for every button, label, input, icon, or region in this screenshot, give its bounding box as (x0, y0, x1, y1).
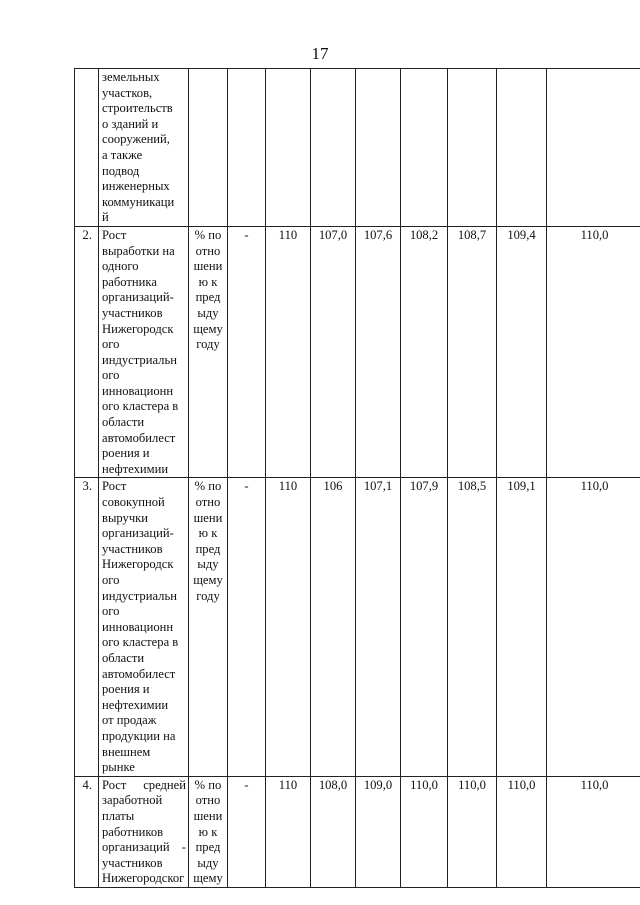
indicator-name: Рост выработки на одного работника организаций- участников Нижегородск ого индустриальн ого инновационн ого кластера в области автомобилест роения и нефтехимии (99, 226, 189, 478)
value-cell: 110,0 (547, 226, 640, 478)
value-cell (266, 69, 311, 227)
value-cell: 110,0 (547, 776, 640, 887)
value-cell: 108,5 (448, 478, 497, 776)
value-cell (311, 69, 356, 227)
base-value-cell: - (228, 478, 266, 776)
value-cell: 109,0 (356, 776, 401, 887)
row-number: 4. (75, 776, 99, 887)
indicator-name: Рост совокупной выручки организаций- участников Нижегородск ого индустриальн ого инновационн ого кластера в области автомобилест роения и нефтехимии от продаж продукции на внешнем рынке (99, 478, 189, 776)
value-cell: 106 (311, 478, 356, 776)
unit-cell (189, 69, 228, 227)
value-cell: 109,4 (497, 226, 547, 478)
value-cell: 107,1 (356, 478, 401, 776)
base-value-cell (228, 69, 266, 227)
value-cell: 110,0 (497, 776, 547, 887)
row-number: 2. (75, 226, 99, 478)
value-cell: 110 (266, 478, 311, 776)
value-cell: 107,9 (401, 478, 448, 776)
page-number: 17 (311, 44, 329, 63)
row-number (75, 69, 99, 227)
value-cell: 109,1 (497, 478, 547, 776)
value-cell: 110,0 (401, 776, 448, 887)
indicator-table (74, 68, 640, 888)
unit-cell: % по отно шени ю к пред ыду щему году (189, 226, 228, 478)
value-cell: 108,2 (401, 226, 448, 478)
value-cell: 107,0 (311, 226, 356, 478)
value-cell: 107,6 (356, 226, 401, 478)
indicator-name: Рост средней заработной платы работников организаций - участников Нижегородског (99, 776, 189, 887)
table-row (75, 226, 640, 478)
row-number: 3. (75, 478, 99, 776)
value-cell (497, 69, 547, 227)
value-cell: 110 (266, 226, 311, 478)
table-row (75, 776, 640, 887)
indicator-name: земельных участков, строительств о зданий и сооружений, а также подвод инженерных коммуникаци й (99, 69, 189, 227)
unit-cell: % по отно шени ю к пред ыду щему году (189, 478, 228, 776)
value-cell (448, 69, 497, 227)
value-cell: 108,7 (448, 226, 497, 478)
base-value-cell: - (228, 776, 266, 887)
base-value-cell: - (228, 226, 266, 478)
table-row (75, 478, 640, 776)
value-cell (547, 69, 640, 227)
value-cell (401, 69, 448, 227)
value-cell: 108,0 (311, 776, 356, 887)
unit-cell: % по отно шени ю к пред ыду щему (189, 776, 228, 887)
value-cell: 110,0 (448, 776, 497, 887)
table-row (75, 69, 640, 227)
value-cell: 110 (266, 776, 311, 887)
value-cell (356, 69, 401, 227)
value-cell: 110,0 (547, 478, 640, 776)
